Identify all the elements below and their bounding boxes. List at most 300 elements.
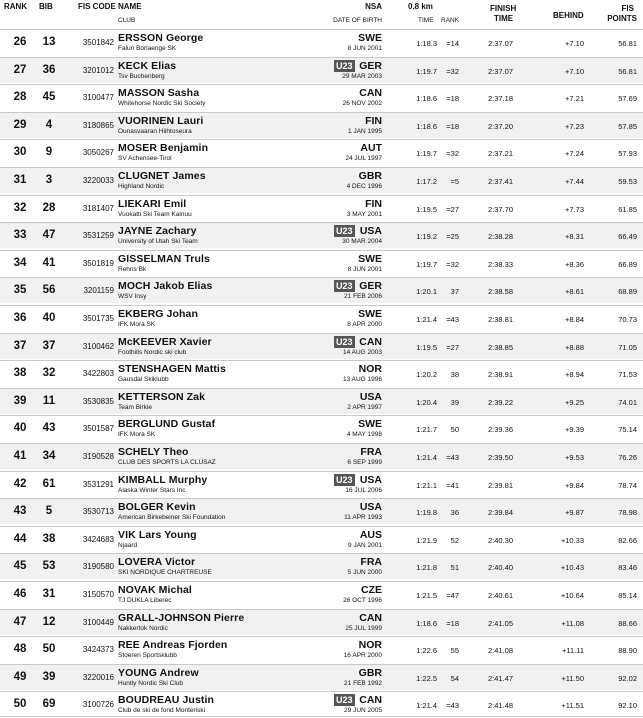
date-of-birth: 4 DEC 1996 <box>346 183 382 190</box>
table-row <box>0 305 643 331</box>
table-row <box>0 388 643 414</box>
finish-time: 2:37.70 <box>487 204 513 214</box>
date-of-birth: 9 JAN 2001 <box>348 541 382 549</box>
club-name: Nakkertok Nordic <box>118 624 168 632</box>
header-bib: BIB <box>39 2 53 11</box>
club-name: WSV Insy <box>118 293 147 301</box>
athlete-name: BOUDREAU Justin <box>118 694 215 707</box>
nsa-code: GER <box>359 280 382 293</box>
date-of-birth: 8 APR 2000 <box>347 321 382 328</box>
header-fis: FIS <box>621 4 634 13</box>
split-rank: 52 <box>450 535 459 545</box>
date-of-birth: 21 FEB 2006 <box>344 293 382 301</box>
date-of-birth: 16 JUL 2006 <box>345 486 382 494</box>
finish-time: 2:37.20 <box>487 121 513 131</box>
fis-points: 56.81 <box>618 39 637 48</box>
split-time: 1:22.5 <box>416 673 437 683</box>
time-behind: +7.10 <box>565 66 584 76</box>
bib-cell: 37 <box>42 339 56 352</box>
club-name: American Birkebeiner Ski Foundation <box>118 514 226 522</box>
athlete-name: STENSHAGEN Mattis <box>118 363 226 376</box>
fis-code-cell: 3220033 <box>82 176 114 185</box>
rank-cell: 35 <box>13 284 27 297</box>
finish-time: 2:37.21 <box>487 149 513 159</box>
table-row <box>0 471 643 497</box>
split-time: 1:21.8 <box>416 563 437 573</box>
fis-code-cell: 3201012 <box>82 65 114 75</box>
fis-points: 82.66 <box>618 535 637 545</box>
header-finish-time: TIME <box>494 14 514 23</box>
rank-cell: 26 <box>13 36 27 48</box>
split-time: 1:19.2 <box>416 232 437 242</box>
date-of-birth: 6 SEP 1999 <box>347 459 382 466</box>
fis-code-cell: 3530835 <box>82 396 114 406</box>
bib-cell: 39 <box>42 670 56 683</box>
split-time: 1:20.4 <box>416 397 437 407</box>
bib-cell: 61 <box>42 477 56 490</box>
time-behind: +7.21 <box>565 94 584 104</box>
split-time: 1:19.7 <box>416 259 437 269</box>
time-behind: +10.43 <box>560 563 584 573</box>
nsa-code: SWE <box>358 252 382 265</box>
split-rank: 39 <box>450 397 459 407</box>
header-club: CLUB <box>118 17 136 24</box>
table-row <box>0 443 643 469</box>
split-time: 1:21.4 <box>416 701 437 711</box>
finish-time: 2:37.18 <box>487 94 513 104</box>
nsa-code: SWE <box>358 418 382 431</box>
athlete-name: ERSSON George <box>118 32 204 44</box>
header-split-rank: RANK <box>441 17 460 24</box>
u23-badge: U23 <box>336 60 353 71</box>
split-rank: 54 <box>450 673 459 683</box>
club-name: Alaska Winter Stars Inc <box>118 486 186 494</box>
finish-time: 2:39.81 <box>487 480 513 490</box>
split-rank: 50 <box>450 425 459 435</box>
athlete-name: LOVERA Victor <box>118 556 196 569</box>
split-rank: =27 <box>446 342 459 352</box>
table-row <box>0 636 643 662</box>
table-row <box>0 277 643 303</box>
table-row <box>0 691 643 717</box>
header-split-time: TIME <box>418 17 434 24</box>
bib-cell: 47 <box>42 229 56 242</box>
date-of-birth: 3 MAY 2001 <box>346 210 382 218</box>
fis-points: 76.26 <box>618 453 637 462</box>
bib-cell: 40 <box>42 312 56 324</box>
nsa-code: CAN <box>359 611 382 624</box>
table-row <box>0 360 643 386</box>
time-behind: +11.50 <box>561 673 584 683</box>
fis-points: 75.14 <box>618 425 637 435</box>
rank-cell: 30 <box>13 146 27 159</box>
club-name: Stoeren Sportsklubb <box>118 652 177 660</box>
header-finish: FINISH <box>490 4 517 13</box>
header-dob: DATE OF BIRTH <box>333 17 382 24</box>
date-of-birth: 30 MAR 2004 <box>342 238 382 246</box>
fis-points: 68.89 <box>618 287 637 297</box>
club-name: University of Utah Ski Team <box>118 238 198 246</box>
split-time: 1:18.6 <box>416 94 437 104</box>
time-behind: +10.64 <box>560 591 584 600</box>
bib-cell: 12 <box>42 615 56 628</box>
header-split-distance: 0.8 km <box>408 2 433 11</box>
club-name: Whitehorse Nordic Ski Society <box>118 100 206 108</box>
nsa-code: NOR <box>358 363 382 376</box>
finish-time: 2:39.84 <box>487 508 513 518</box>
time-behind: +8.61 <box>565 287 584 297</box>
fis-code-cell: 3181407 <box>82 203 114 213</box>
bib-cell: 32 <box>42 367 56 380</box>
finish-time: 2:38.58 <box>487 287 513 297</box>
time-behind: +8.88 <box>565 342 584 352</box>
fis-code-cell: 3501735 <box>82 314 114 323</box>
time-behind: +11.51 <box>561 701 584 711</box>
fis-code-cell: 3150570 <box>82 590 114 599</box>
time-behind: +11.08 <box>561 618 584 628</box>
fis-code-cell: 3201159 <box>83 286 114 296</box>
u23-badge: U23 <box>336 695 353 706</box>
split-time: 1:20.2 <box>416 370 437 380</box>
club-name: Vuokatti Ski Team Kainuu <box>118 210 192 218</box>
table-row <box>0 84 643 110</box>
club-name: TJ DUKLA Liberec <box>118 597 172 604</box>
rank-cell: 36 <box>13 312 27 324</box>
split-rank: 36 <box>450 508 459 518</box>
nsa-code: GER <box>359 59 382 72</box>
rank-cell: 41 <box>13 450 27 462</box>
split-rank: =18 <box>446 121 459 131</box>
club-name: IFK Mora SK <box>118 321 156 328</box>
bib-cell: 13 <box>42 36 56 48</box>
finish-time: 2:38.28 <box>487 232 513 242</box>
rank-cell: 32 <box>13 201 27 214</box>
bib-cell: 56 <box>42 284 56 297</box>
finish-time: 2:40.30 <box>487 535 513 545</box>
fis-code-cell: 3530713 <box>82 507 114 517</box>
split-rank: =32 <box>446 66 459 76</box>
split-time: 1:19.7 <box>416 149 437 159</box>
fis-points: 78.74 <box>618 480 637 490</box>
bib-cell: 5 <box>45 505 53 518</box>
athlete-name: JAYNE Zachary <box>118 225 197 238</box>
fis-code-cell: 3180865 <box>82 120 114 130</box>
header-behind: BEHIND <box>553 11 584 20</box>
fis-points: 57.85 <box>618 121 637 131</box>
fis-points: 71.05 <box>618 342 637 352</box>
table-row <box>0 29 643 55</box>
athlete-name: SCHELY Theo <box>118 446 189 458</box>
fis-code-cell: 3050267 <box>82 148 114 158</box>
fis-code-cell: 3190580 <box>82 562 114 572</box>
table-row <box>0 553 643 579</box>
nsa-code: USA <box>359 473 382 486</box>
time-behind: +9.53 <box>565 453 584 462</box>
athlete-name: GISSELMAN Truls <box>118 252 210 265</box>
bib-cell: 4 <box>45 118 53 131</box>
split-time: 1:21.7 <box>416 425 437 435</box>
bib-cell: 50 <box>42 643 56 656</box>
date-of-birth: 29 JUN 2005 <box>344 707 382 715</box>
rank-cell: 42 <box>13 477 27 490</box>
fis-points: 71.53 <box>618 370 637 380</box>
fis-points: 85.14 <box>618 591 637 600</box>
split-time: 1:18.6 <box>416 121 437 131</box>
split-rank: 55 <box>450 646 459 656</box>
split-time: 1:20.1 <box>416 287 437 297</box>
split-rank: =43 <box>446 701 459 711</box>
athlete-name: REE Andreas Fjorden <box>118 639 228 652</box>
results-header <box>0 0 643 29</box>
nsa-code: USA <box>359 390 382 403</box>
table-row <box>0 415 643 441</box>
nsa-code: CAN <box>359 87 382 100</box>
club-name: Falun Borlaenge SK <box>118 45 177 52</box>
athlete-name: VUORINEN Lauri <box>118 114 204 127</box>
finish-time: 2:38.85 <box>487 342 513 352</box>
table-row <box>0 222 643 248</box>
split-time: 1:18.3 <box>416 39 437 48</box>
fis-points: 92.02 <box>618 673 637 683</box>
fis-points: 74.01 <box>618 397 637 407</box>
time-behind: +8.84 <box>565 315 584 324</box>
date-of-birth: 14 AUG 2003 <box>342 348 382 356</box>
rank-cell: 47 <box>13 615 27 628</box>
athlete-name: NOVAK Michal <box>118 584 192 596</box>
club-name: Gausdal Skiklubb <box>118 376 169 384</box>
nsa-code: FRA <box>360 556 382 569</box>
date-of-birth: 8 JUN 2001 <box>347 45 382 52</box>
nsa-code: AUS <box>359 528 382 541</box>
date-of-birth: 21 FEB 1992 <box>344 679 382 687</box>
rank-cell: 28 <box>13 91 27 104</box>
rank-cell: 29 <box>13 118 27 131</box>
finish-time: 2:38.91 <box>487 370 513 380</box>
athlete-name: KIMBALL Murphy <box>118 473 208 486</box>
fis-code-cell: 3190528 <box>82 452 114 461</box>
u23-badge: U23 <box>336 474 353 485</box>
nsa-code: USA <box>359 225 382 238</box>
table-row <box>0 664 643 690</box>
date-of-birth: 4 MAY 1998 <box>346 431 382 439</box>
fis-points: 57.93 <box>618 149 637 159</box>
date-of-birth: 13 AUG 1996 <box>342 376 382 384</box>
split-rank: 37 <box>450 287 459 297</box>
fis-code-cell: 3424683 <box>82 534 114 544</box>
rank-cell: 46 <box>13 588 27 600</box>
bib-cell: 34 <box>42 450 56 462</box>
table-row <box>0 581 643 607</box>
fis-points: 83.46 <box>618 563 637 573</box>
split-time: 1:19.7 <box>416 66 437 76</box>
time-behind: +7.23 <box>565 121 584 131</box>
split-rank: =43 <box>446 315 459 324</box>
athlete-name: BOLGER Kevin <box>118 501 196 514</box>
table-row <box>0 333 643 359</box>
rank-cell: 45 <box>13 560 27 573</box>
rank-cell: 44 <box>13 532 27 545</box>
u23-badge: U23 <box>336 226 353 237</box>
fis-points: 92.10 <box>618 701 637 711</box>
club-name: Highland Nordic <box>118 183 165 190</box>
athlete-name: McKEEVER Xavier <box>118 335 212 348</box>
fis-points: 56.81 <box>618 66 637 76</box>
fis-code-cell: 3100726 <box>82 700 114 710</box>
club-name: IFK Mora SK <box>118 431 156 439</box>
date-of-birth: 2 APR 1997 <box>347 403 382 411</box>
split-time: 1:17.2 <box>416 177 437 186</box>
rank-cell: 27 <box>13 63 27 76</box>
bib-cell: 43 <box>42 422 56 435</box>
athlete-name: MASSON Sasha <box>118 87 200 100</box>
bib-cell: 11 <box>42 394 56 407</box>
fis-points: 66.89 <box>618 259 637 269</box>
club-name: CLUB DES SPORTS LA CLUSAZ <box>118 459 216 466</box>
split-rank: 38 <box>450 370 459 380</box>
fis-code-cell: 3501819 <box>82 258 114 268</box>
athlete-name: MOCH Jakob Elias <box>118 280 213 293</box>
table-row <box>0 609 643 635</box>
fis-points: 88.66 <box>618 618 637 628</box>
date-of-birth: 5 JUN 2000 <box>347 569 382 577</box>
table-row <box>0 250 643 276</box>
club-name: SKI NORDIQUE CHARTREUSE <box>118 569 212 577</box>
header-points: POINTS <box>607 14 637 23</box>
finish-time: 2:38.81 <box>487 315 513 324</box>
split-time: 1:21.4 <box>416 453 437 462</box>
nsa-code: USA <box>359 501 382 514</box>
bib-cell: 9 <box>45 146 53 159</box>
fis-code-cell: 3501842 <box>82 38 114 47</box>
split-rank: =32 <box>446 149 459 159</box>
rank-cell: 34 <box>13 256 27 269</box>
fis-points: 57.69 <box>618 94 637 104</box>
split-rank: =41 <box>446 480 459 490</box>
fis-code-cell: 3220016 <box>82 672 114 682</box>
split-rank: =5 <box>450 177 459 186</box>
split-rank: =43 <box>446 453 459 462</box>
fis-code-cell: 3100449 <box>82 617 114 627</box>
table-row <box>0 112 643 138</box>
finish-time: 2:41.08 <box>487 646 513 656</box>
split-rank: =18 <box>446 618 459 628</box>
nsa-code: SWE <box>358 308 382 320</box>
finish-time: 2:39.50 <box>487 453 513 462</box>
time-behind: +7.73 <box>565 204 584 214</box>
bib-cell: 45 <box>42 91 56 104</box>
split-time: 1:19.8 <box>416 508 437 518</box>
rank-cell: 39 <box>13 394 27 407</box>
fis-points: 78.98 <box>618 508 637 518</box>
split-rank: =47 <box>446 591 459 600</box>
split-rank: =27 <box>446 204 459 214</box>
club-name: Ounasvaaran Hiihtoseura <box>118 127 192 135</box>
time-behind: +8.36 <box>565 259 584 269</box>
rank-cell: 40 <box>13 422 27 435</box>
fis-code-cell: 3100477 <box>82 93 114 103</box>
time-behind: +7.24 <box>565 149 584 159</box>
date-of-birth: 16 APR 2000 <box>343 652 382 660</box>
bib-cell: 41 <box>42 256 56 269</box>
fis-code-cell: 3531259 <box>82 231 114 241</box>
athlete-name: BERGLUND Gustaf <box>118 418 216 431</box>
finish-time: 2:39.36 <box>487 425 513 435</box>
athlete-name: KECK Elias <box>118 59 177 72</box>
date-of-birth: 1 JAN 1995 <box>348 127 382 135</box>
fis-points: 70.73 <box>618 315 637 324</box>
split-time: 1:21.5 <box>416 591 437 600</box>
athlete-name: VIK Lars Young <box>118 528 197 541</box>
fis-points: 61.85 <box>618 204 637 214</box>
split-rank: 51 <box>450 563 459 573</box>
bib-cell: 53 <box>42 560 56 573</box>
u23-badge: U23 <box>336 281 353 292</box>
fis-points: 66.49 <box>618 232 637 242</box>
time-behind: +7.44 <box>565 177 584 186</box>
athlete-name: MOSER Benjamin <box>118 142 209 155</box>
table-row <box>0 139 643 165</box>
split-time: 1:21.9 <box>416 535 437 545</box>
athlete-name: GRALL-JOHNSON Pierre <box>118 611 245 624</box>
athlete-name: KETTERSON Zak <box>118 390 206 403</box>
date-of-birth: 24 JUL 1997 <box>345 155 382 163</box>
finish-time: 2:37.41 <box>487 177 513 186</box>
bib-cell: 36 <box>42 63 56 76</box>
fis-code-cell: 3501587 <box>82 424 114 434</box>
header-rank: RANK <box>4 2 28 11</box>
bib-cell: 31 <box>42 588 56 600</box>
split-time: 1:18.6 <box>416 618 437 628</box>
split-rank: =32 <box>446 259 459 269</box>
club-name: Tsv Buchenberg <box>118 72 165 80</box>
time-behind: +10.33 <box>560 535 584 545</box>
nsa-code: CAN <box>359 335 382 348</box>
club-name: Club de ski de fond Monteriski <box>118 707 206 715</box>
bib-cell: 69 <box>42 698 56 711</box>
nsa-code: GBR <box>358 170 382 182</box>
table-row <box>0 195 643 221</box>
nsa-code: SWE <box>358 32 382 44</box>
nsa-code: FIN <box>365 197 382 210</box>
time-behind: +9.87 <box>565 508 584 518</box>
rank-cell: 48 <box>13 643 27 656</box>
finish-time: 2:41.47 <box>487 673 513 683</box>
finish-time: 2:40.61 <box>487 591 513 600</box>
header-nsa: NSA <box>365 2 382 11</box>
rank-cell: 31 <box>13 174 27 186</box>
club-name: Rehns Bk <box>118 265 147 273</box>
bib-cell: 38 <box>42 532 56 545</box>
nsa-code: GBR <box>358 666 382 679</box>
nsa-code: NOR <box>358 639 382 652</box>
table-row <box>0 498 643 524</box>
time-behind: +8.31 <box>565 232 584 242</box>
fis-code-cell: 3531291 <box>82 479 114 489</box>
header-fis-code-name: FIS CODE NAME <box>78 2 142 11</box>
split-rank: =25 <box>446 232 459 242</box>
club-name: Njaard <box>118 541 138 549</box>
bib-cell: 3 <box>45 174 53 186</box>
split-time: 1:21.1 <box>416 480 437 490</box>
club-name: Huntly Nordic Ski Club <box>118 679 184 687</box>
date-of-birth: 26 NOV 2002 <box>342 100 382 108</box>
fis-code-cell: 3424373 <box>82 645 114 655</box>
rank-cell: 37 <box>13 339 27 352</box>
club-name: Team Birkie <box>118 403 152 411</box>
nsa-code: CAN <box>359 694 382 707</box>
athlete-name: LIEKARI Emil <box>118 197 187 210</box>
table-row <box>0 526 643 552</box>
